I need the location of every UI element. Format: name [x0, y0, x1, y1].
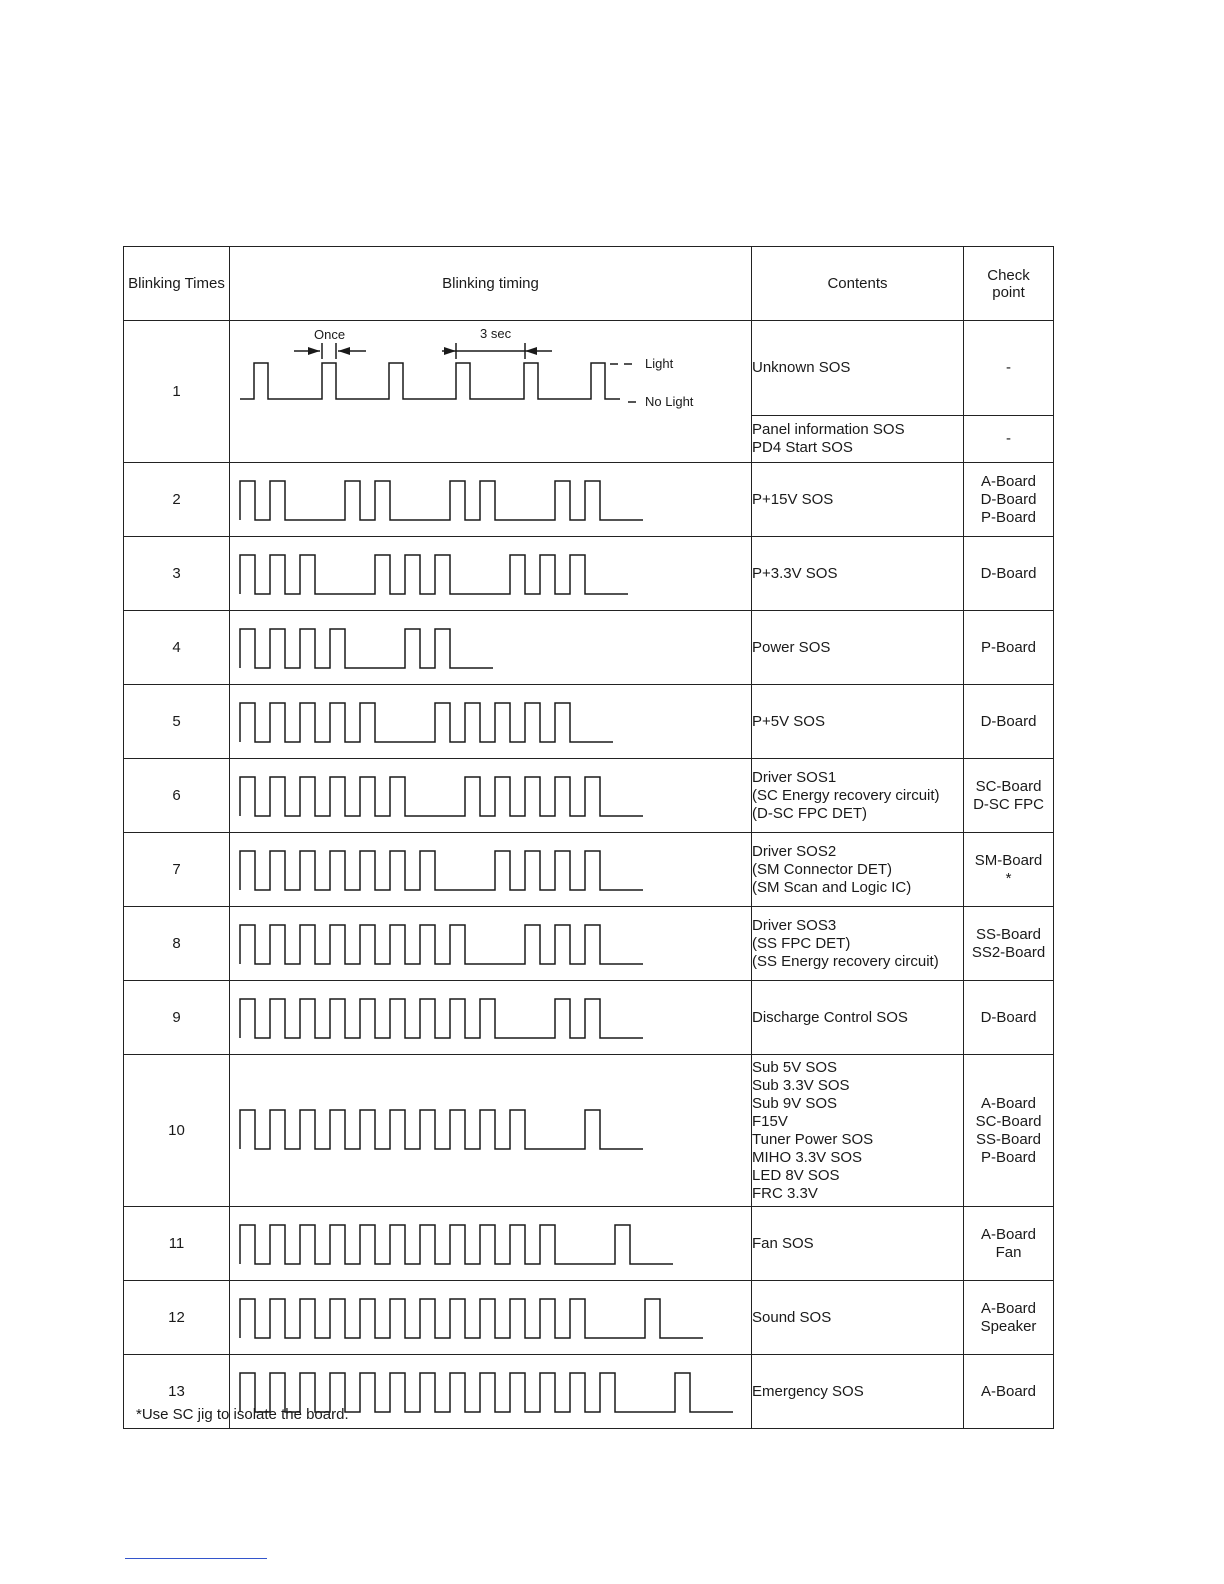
- arrow-head: [308, 347, 320, 355]
- contents-line: Driver SOS2: [752, 842, 837, 860]
- contents-line: Sub 3.3V SOS: [752, 1076, 850, 1094]
- table-row-6: [124, 759, 1054, 833]
- check-point-cell: [964, 611, 1054, 685]
- check-point-cell: [964, 1055, 1054, 1207]
- blinking-timing-cell: [230, 611, 752, 685]
- blinking-timing-cell: [230, 463, 752, 537]
- waveform-trace: [240, 363, 620, 399]
- waveform-row-3: [230, 537, 750, 609]
- waveform-row-6: [230, 759, 750, 831]
- check-point-line: D-Board: [980, 564, 1037, 582]
- check-point-line: A-Board: [980, 472, 1037, 490]
- blinking-timing-cell: [230, 685, 752, 759]
- check-point-line: D-Board: [980, 490, 1037, 508]
- check-point-line: D-Board: [980, 1008, 1037, 1026]
- blinking-times-cell: 6: [124, 759, 230, 833]
- contents-line: Tuner Power SOS: [752, 1130, 874, 1148]
- waveform-row-5: [230, 685, 750, 757]
- contents-line: (SS Energy recovery circuit): [752, 952, 939, 970]
- contents-cell: [752, 416, 964, 463]
- check-point-cell: [964, 463, 1054, 537]
- waveform-trace: [240, 629, 493, 668]
- waveform-row-2: [230, 463, 750, 535]
- contents-line: Sound SOS: [752, 1308, 832, 1326]
- contents-cell: [752, 1355, 964, 1429]
- contents-line: Sub 9V SOS: [752, 1094, 838, 1112]
- contents-cell: [752, 759, 964, 833]
- check-point-line: A-Board: [980, 1094, 1037, 1112]
- waveform-trace: [240, 481, 643, 520]
- contents-cell: [752, 981, 964, 1055]
- check-point-line: D-Board: [980, 712, 1037, 730]
- blinking-times-cell: 8: [124, 907, 230, 981]
- contents-cell: [752, 611, 964, 685]
- contents-cell: [752, 907, 964, 981]
- waveform-trace: [240, 777, 643, 816]
- contents-line: PD4 Start SOS: [752, 439, 853, 456]
- contents-cell: [752, 685, 964, 759]
- table-row-12: [124, 1281, 1054, 1355]
- table-row-5: [124, 685, 1054, 759]
- contents-line: Driver SOS1: [752, 768, 837, 786]
- contents-cell: [752, 321, 964, 416]
- table-row-1: [124, 321, 1054, 416]
- page-divider: [125, 1558, 267, 1559]
- contents-cell: [752, 537, 964, 611]
- arrow-head: [525, 347, 537, 355]
- table-row-4: [124, 611, 1054, 685]
- check-point-line: P-Board: [980, 638, 1037, 656]
- check-point-line: -: [1006, 430, 1011, 447]
- contents-line: (D-SC FPC DET): [752, 804, 867, 822]
- check-point-line: SS-Board: [975, 1130, 1042, 1148]
- blinking-times-cell: 1: [124, 321, 230, 463]
- contents-line: P+5V SOS: [752, 712, 825, 730]
- check-point-line: A-Board: [980, 1382, 1037, 1400]
- check-point-line: SM-Board: [974, 851, 1043, 869]
- contents-cell: [752, 463, 964, 537]
- table-row-7: [124, 833, 1054, 907]
- header-blinking-timing: Blinking timing: [230, 247, 752, 321]
- table-row-2: [124, 463, 1054, 537]
- footnote: *Use SC jig to isolate the board.: [136, 1406, 349, 1423]
- check-point-line: SC-Board: [975, 777, 1042, 795]
- header-contents: Contents: [752, 247, 964, 321]
- check-point-line: Fan: [995, 1243, 1022, 1261]
- check-point-cell: [964, 537, 1054, 611]
- blinking-times-cell: 2: [124, 463, 230, 537]
- check-point-cell: [964, 416, 1054, 463]
- waveform-trace: [240, 1110, 643, 1149]
- check-point-cell: [964, 685, 1054, 759]
- contents-line: (SS FPC DET): [752, 934, 851, 952]
- contents-line: F15V: [752, 1112, 788, 1130]
- check-point-line: P-Board: [980, 508, 1037, 526]
- blinking-times-cell: 12: [124, 1281, 230, 1355]
- check-point-cell: [964, 759, 1054, 833]
- arrow-head: [338, 347, 350, 355]
- blinking-times-cell: 7: [124, 833, 230, 907]
- waveform-row-1: [230, 321, 750, 415]
- waveform-row-4: [230, 611, 750, 683]
- header-check-point: [964, 247, 1054, 321]
- check-point-line: A-Board: [980, 1225, 1037, 1243]
- table-row-8: [124, 907, 1054, 981]
- once-label: Once: [314, 327, 346, 342]
- header-blinking-times: Blinking Times: [124, 247, 230, 321]
- waveform-row-7: [230, 833, 750, 905]
- check-point-line: Speaker: [980, 1317, 1037, 1335]
- check-point-cell: [964, 1207, 1054, 1281]
- contents-line: (SM Scan and Logic IC): [752, 878, 912, 896]
- arrow-head: [444, 347, 456, 355]
- header-check-point-line: Check: [987, 266, 1030, 284]
- check-point-line: SS2-Board: [971, 943, 1046, 961]
- blinking-timing-cell: [230, 907, 752, 981]
- blinking-times-cell: 11: [124, 1207, 230, 1281]
- contents-line: Emergency SOS: [752, 1382, 864, 1400]
- waveform-trace: [240, 851, 643, 890]
- contents-line: Sub 5V SOS: [752, 1058, 838, 1076]
- table-row-3: [124, 537, 1054, 611]
- waveform-row-8: [230, 907, 750, 979]
- table-row-9: [124, 981, 1054, 1055]
- blinking-timing-cell: [230, 537, 752, 611]
- check-point-cell: [964, 1355, 1054, 1429]
- 3sec-label: 3 sec: [480, 326, 512, 341]
- waveform-trace: [240, 703, 613, 742]
- blinking-timing-cell: [230, 981, 752, 1055]
- waveform-row-11: [230, 1207, 750, 1279]
- table-row-10: [124, 1055, 1054, 1207]
- light-label: Light: [645, 356, 674, 371]
- waveform-trace: [240, 555, 628, 594]
- check-point-line: A-Board: [980, 1299, 1037, 1317]
- waveform-trace: [240, 925, 643, 964]
- contents-line: (SC Energy recovery circuit): [752, 786, 940, 804]
- waveform-trace: [240, 1225, 673, 1264]
- blinking-times-cell: 4: [124, 611, 230, 685]
- contents-cell: [752, 1281, 964, 1355]
- header-row: [124, 247, 1054, 321]
- sos-blinking-table: [123, 246, 1054, 1429]
- table-row-11: [124, 1207, 1054, 1281]
- check-point-cell: [964, 833, 1054, 907]
- waveform-trace: [240, 999, 643, 1038]
- check-point-line: SC-Board: [975, 1112, 1042, 1130]
- check-point-line: SS-Board: [975, 925, 1042, 943]
- check-point-line: P-Board: [980, 1148, 1037, 1166]
- contents-cell: [752, 1055, 964, 1207]
- waveform-row-9: [230, 981, 750, 1053]
- check-point-line: *: [1005, 869, 1012, 887]
- contents-line: Panel information SOS: [752, 421, 905, 438]
- contents-line: LED 8V SOS: [752, 1166, 840, 1184]
- contents-line: P+3.3V SOS: [752, 564, 838, 582]
- blinking-timing-cell: [230, 1055, 752, 1207]
- blinking-timing-cell: [230, 759, 752, 833]
- check-point-cell: [964, 907, 1054, 981]
- contents-cell: [752, 833, 964, 907]
- contents-line: Fan SOS: [752, 1234, 814, 1252]
- nolight-label: No Light: [645, 394, 694, 409]
- blinking-timing-cell: [230, 321, 752, 463]
- check-point-line: -: [1006, 359, 1011, 376]
- contents-line: Unknown SOS: [752, 359, 851, 376]
- contents-line: FRC 3.3V: [752, 1184, 818, 1202]
- check-point-cell: [964, 321, 1054, 416]
- waveform-row-12: [230, 1281, 750, 1353]
- header-check-point-line: point: [992, 283, 1025, 301]
- waveform-trace: [240, 1299, 703, 1338]
- contents-line: Power SOS: [752, 638, 831, 656]
- check-point-cell: [964, 1281, 1054, 1355]
- blinking-times-cell: 5: [124, 685, 230, 759]
- blinking-timing-cell: [230, 1207, 752, 1281]
- check-point-line: D-SC FPC: [973, 795, 1044, 813]
- blinking-times-cell: 3: [124, 537, 230, 611]
- blinking-times-cell: 10: [124, 1055, 230, 1207]
- contents-cell: [752, 1207, 964, 1281]
- blinking-times-cell: 13: [124, 1355, 230, 1429]
- check-point-cell: [964, 981, 1054, 1055]
- contents-line: (SM Connector DET): [752, 860, 893, 878]
- contents-line: P+15V SOS: [752, 490, 834, 508]
- contents-line: MIHO 3.3V SOS: [752, 1148, 863, 1166]
- waveform-row-10: [230, 1055, 750, 1205]
- blinking-timing-cell: [230, 1281, 752, 1355]
- blinking-times-cell: 9: [124, 981, 230, 1055]
- blinking-timing-cell: [230, 833, 752, 907]
- contents-line: Driver SOS3: [752, 916, 837, 934]
- contents-line: Discharge Control SOS: [752, 1008, 908, 1026]
